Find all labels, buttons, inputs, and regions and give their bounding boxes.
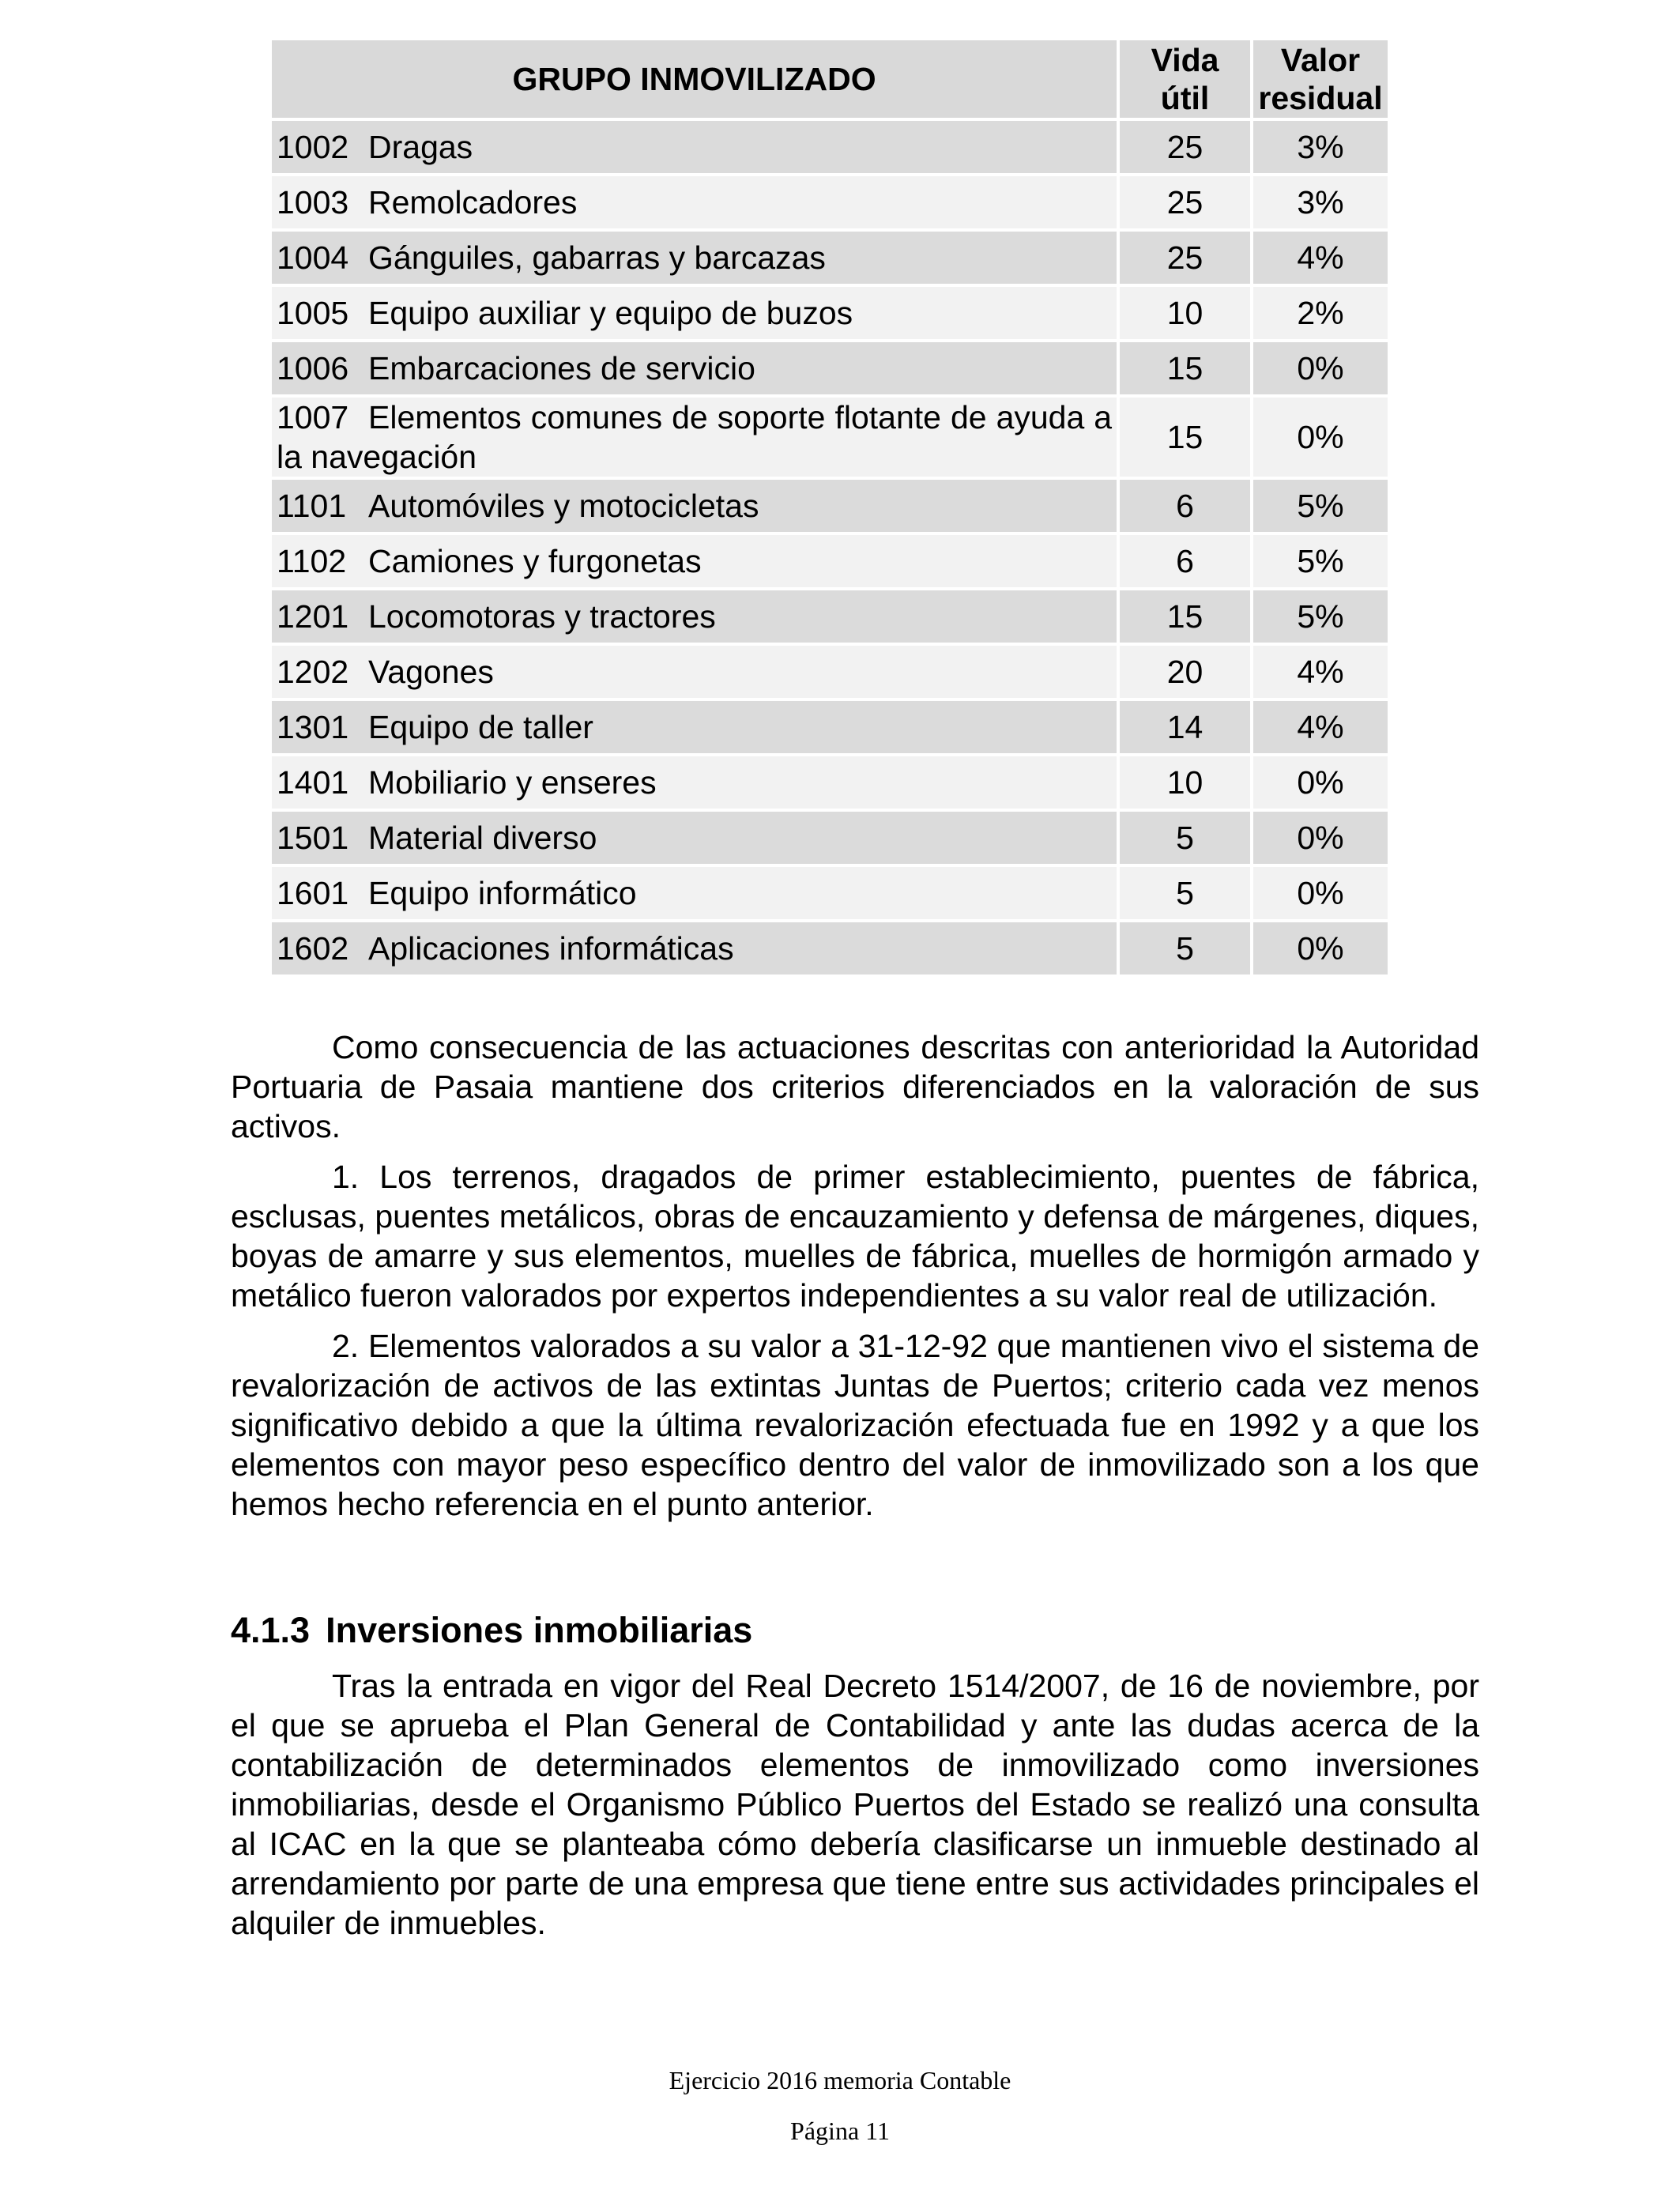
row-vida: 25 — [1120, 176, 1250, 228]
row-code: 1501 — [277, 820, 349, 856]
table-row — [272, 701, 1388, 753]
header-vida-util — [1120, 40, 1250, 118]
row-description — [272, 701, 1117, 753]
row-description — [272, 176, 1117, 228]
table-header-row — [272, 40, 1388, 118]
paragraph-inversiones: Tras la entrada en vigor del Real Decreto 1514/2007, de 16 de noviembre, por el que se aprueba el Plan General de Contabilidad y ante las dudas acerca de la contabilización de determinados elementos de inmovilizado como inversiones inmobiliarias, desde el Organismo Público Puertos del Estado se realizó una consulta al ICAC en la que se planteaba cómo debería clasificarse un inmueble destinado al arrendamiento por parte de una empresa que tiene entre sus actividades principales el alquiler de inmuebles. — [231, 1668, 1479, 1941]
row-name: Gánguiles, gabarras y barcazas — [368, 239, 826, 276]
table-row — [272, 287, 1388, 339]
table-row — [272, 646, 1388, 698]
table-row — [272, 232, 1388, 284]
row-name: Aplicaciones informáticas — [368, 930, 734, 967]
row-name: Camiones y furgonetas — [368, 543, 702, 579]
row-description — [272, 232, 1117, 284]
section-heading — [231, 1608, 752, 1653]
header-valor-residual — [1253, 40, 1388, 118]
footer-doc-title: Ejercicio 2016 memoria Contable — [669, 2066, 1011, 2094]
table-row — [272, 121, 1388, 173]
row-description — [272, 646, 1117, 698]
row-name: Mobiliario y enseres — [368, 764, 657, 801]
header-vida-line2: útil — [1160, 80, 1210, 116]
row-description — [272, 342, 1117, 394]
row-vida: 5 — [1120, 867, 1250, 919]
table-row — [272, 398, 1388, 477]
row-code: 1301 — [277, 709, 349, 745]
row-code: 1201 — [277, 598, 349, 635]
header-valor-line2: residual — [1258, 80, 1383, 116]
row-valor: 3% — [1253, 176, 1388, 228]
table-row — [272, 535, 1388, 587]
row-valor: 4% — [1253, 646, 1388, 698]
row-code: 1004 — [277, 239, 349, 276]
table-row — [272, 590, 1388, 643]
row-code: 1602 — [277, 930, 349, 967]
row-vida: 25 — [1120, 232, 1250, 284]
row-name: Equipo auxiliar y equipo de buzos — [368, 295, 853, 331]
row-valor: 0% — [1253, 756, 1388, 809]
row-valor: 5% — [1253, 535, 1388, 587]
row-code: 1101 — [277, 488, 347, 524]
row-vida: 15 — [1120, 342, 1250, 394]
row-code: 1003 — [277, 184, 349, 221]
asset-life-table — [269, 37, 1391, 978]
row-vida: 6 — [1120, 480, 1250, 532]
row-name: Remolcadores — [368, 184, 578, 221]
row-valor: 5% — [1253, 480, 1388, 532]
row-vida: 20 — [1120, 646, 1250, 698]
row-valor: 0% — [1253, 342, 1388, 394]
row-name: Dragas — [368, 129, 473, 165]
row-description — [272, 287, 1117, 339]
section-number: 4.1.3 — [231, 1610, 311, 1650]
row-description — [272, 867, 1117, 919]
table-row — [272, 922, 1388, 974]
row-code: 1202 — [277, 654, 349, 690]
row-name: Embarcaciones de servicio — [368, 350, 755, 386]
row-description — [272, 480, 1117, 532]
row-vida: 10 — [1120, 287, 1250, 339]
row-vida: 14 — [1120, 701, 1250, 753]
table-row — [272, 176, 1388, 228]
table-row — [272, 480, 1388, 532]
row-name: Equipo informático — [368, 875, 637, 911]
row-description — [272, 922, 1117, 974]
row-description — [272, 812, 1117, 864]
table-row — [272, 812, 1388, 864]
row-valor: 3% — [1253, 121, 1388, 173]
row-name: Equipo de taller — [368, 709, 593, 745]
row-valor: 2% — [1253, 287, 1388, 339]
row-name: Locomotoras y tractores — [368, 598, 716, 635]
row-code: 1006 — [277, 350, 349, 386]
row-valor: 0% — [1253, 922, 1388, 974]
header-valor-line1: Valor — [1280, 42, 1361, 78]
row-vida: 5 — [1120, 812, 1250, 864]
row-code: 1002 — [277, 129, 349, 165]
row-description — [272, 535, 1117, 587]
row-name: Vagones — [368, 654, 494, 690]
header-vida-line1: Vida — [1151, 42, 1219, 78]
criteria-text — [231, 1027, 1479, 1535]
header-group: GRUPO INMOVILIZADO — [272, 40, 1117, 118]
row-vida: 25 — [1120, 121, 1250, 173]
row-description — [272, 756, 1117, 809]
row-vida: 10 — [1120, 756, 1250, 809]
row-valor: 5% — [1253, 590, 1388, 643]
row-valor: 4% — [1253, 232, 1388, 284]
table-row — [272, 342, 1388, 394]
row-vida: 15 — [1120, 398, 1250, 477]
row-description — [272, 121, 1117, 173]
row-name: Automóviles y motocicletas — [368, 488, 759, 524]
row-valor: 0% — [1253, 398, 1388, 477]
row-code: 1007 — [277, 399, 349, 435]
paragraph-criterion-2: 2. Elementos valorados a su valor a 31-12-92 que mantienen vivo el sistema de revalorización de activos de las extintas Juntas de Puertos; criterio cada vez menos significativo debido a que la última revalorización efectuada fue en 1992 y a que los elementos con mayor peso específico dentro del valor de inmovilizado son a los que hemos hecho referencia en el punto anterior. — [231, 1328, 1479, 1522]
paragraph-criterion-1: 1. Los terrenos, dragados de primer establecimiento, puentes de fábrica, esclusas, puentes metálicos, obras de encauzamiento y defensa de márgenes, diques, boyas de amarre y sus elementos, muelles de fábrica, muelles de hormigón armado y metálico fueron valorados por expertos independientes a su valor real de utilización. — [231, 1159, 1479, 1314]
row-valor: 0% — [1253, 812, 1388, 864]
footer-page-number: Página 11 — [790, 2117, 890, 2145]
table-row — [272, 756, 1388, 809]
row-vida: 6 — [1120, 535, 1250, 587]
row-code: 1005 — [277, 295, 349, 331]
row-vida: 5 — [1120, 922, 1250, 974]
paragraph-intro: Como consecuencia de las actuaciones descritas con anterioridad la Autoridad Portuaria de Pasaia mantiene dos criterios diferenciados en la valoración de sus activos. — [231, 1029, 1479, 1144]
table-row — [272, 867, 1388, 919]
section-text — [231, 1666, 1479, 1954]
row-name: Elementos comunes de soporte flotante de ayuda a la navegación — [277, 399, 1113, 475]
row-valor: 0% — [1253, 867, 1388, 919]
row-code: 1601 — [277, 875, 349, 911]
row-description — [272, 590, 1117, 643]
row-valor: 4% — [1253, 701, 1388, 753]
row-description — [272, 398, 1117, 477]
row-code: 1401 — [277, 764, 349, 801]
row-vida: 15 — [1120, 590, 1250, 643]
row-name: Material diverso — [368, 820, 597, 856]
section-title: Inversiones inmobiliarias — [326, 1610, 753, 1650]
row-code: 1102 — [277, 543, 347, 579]
